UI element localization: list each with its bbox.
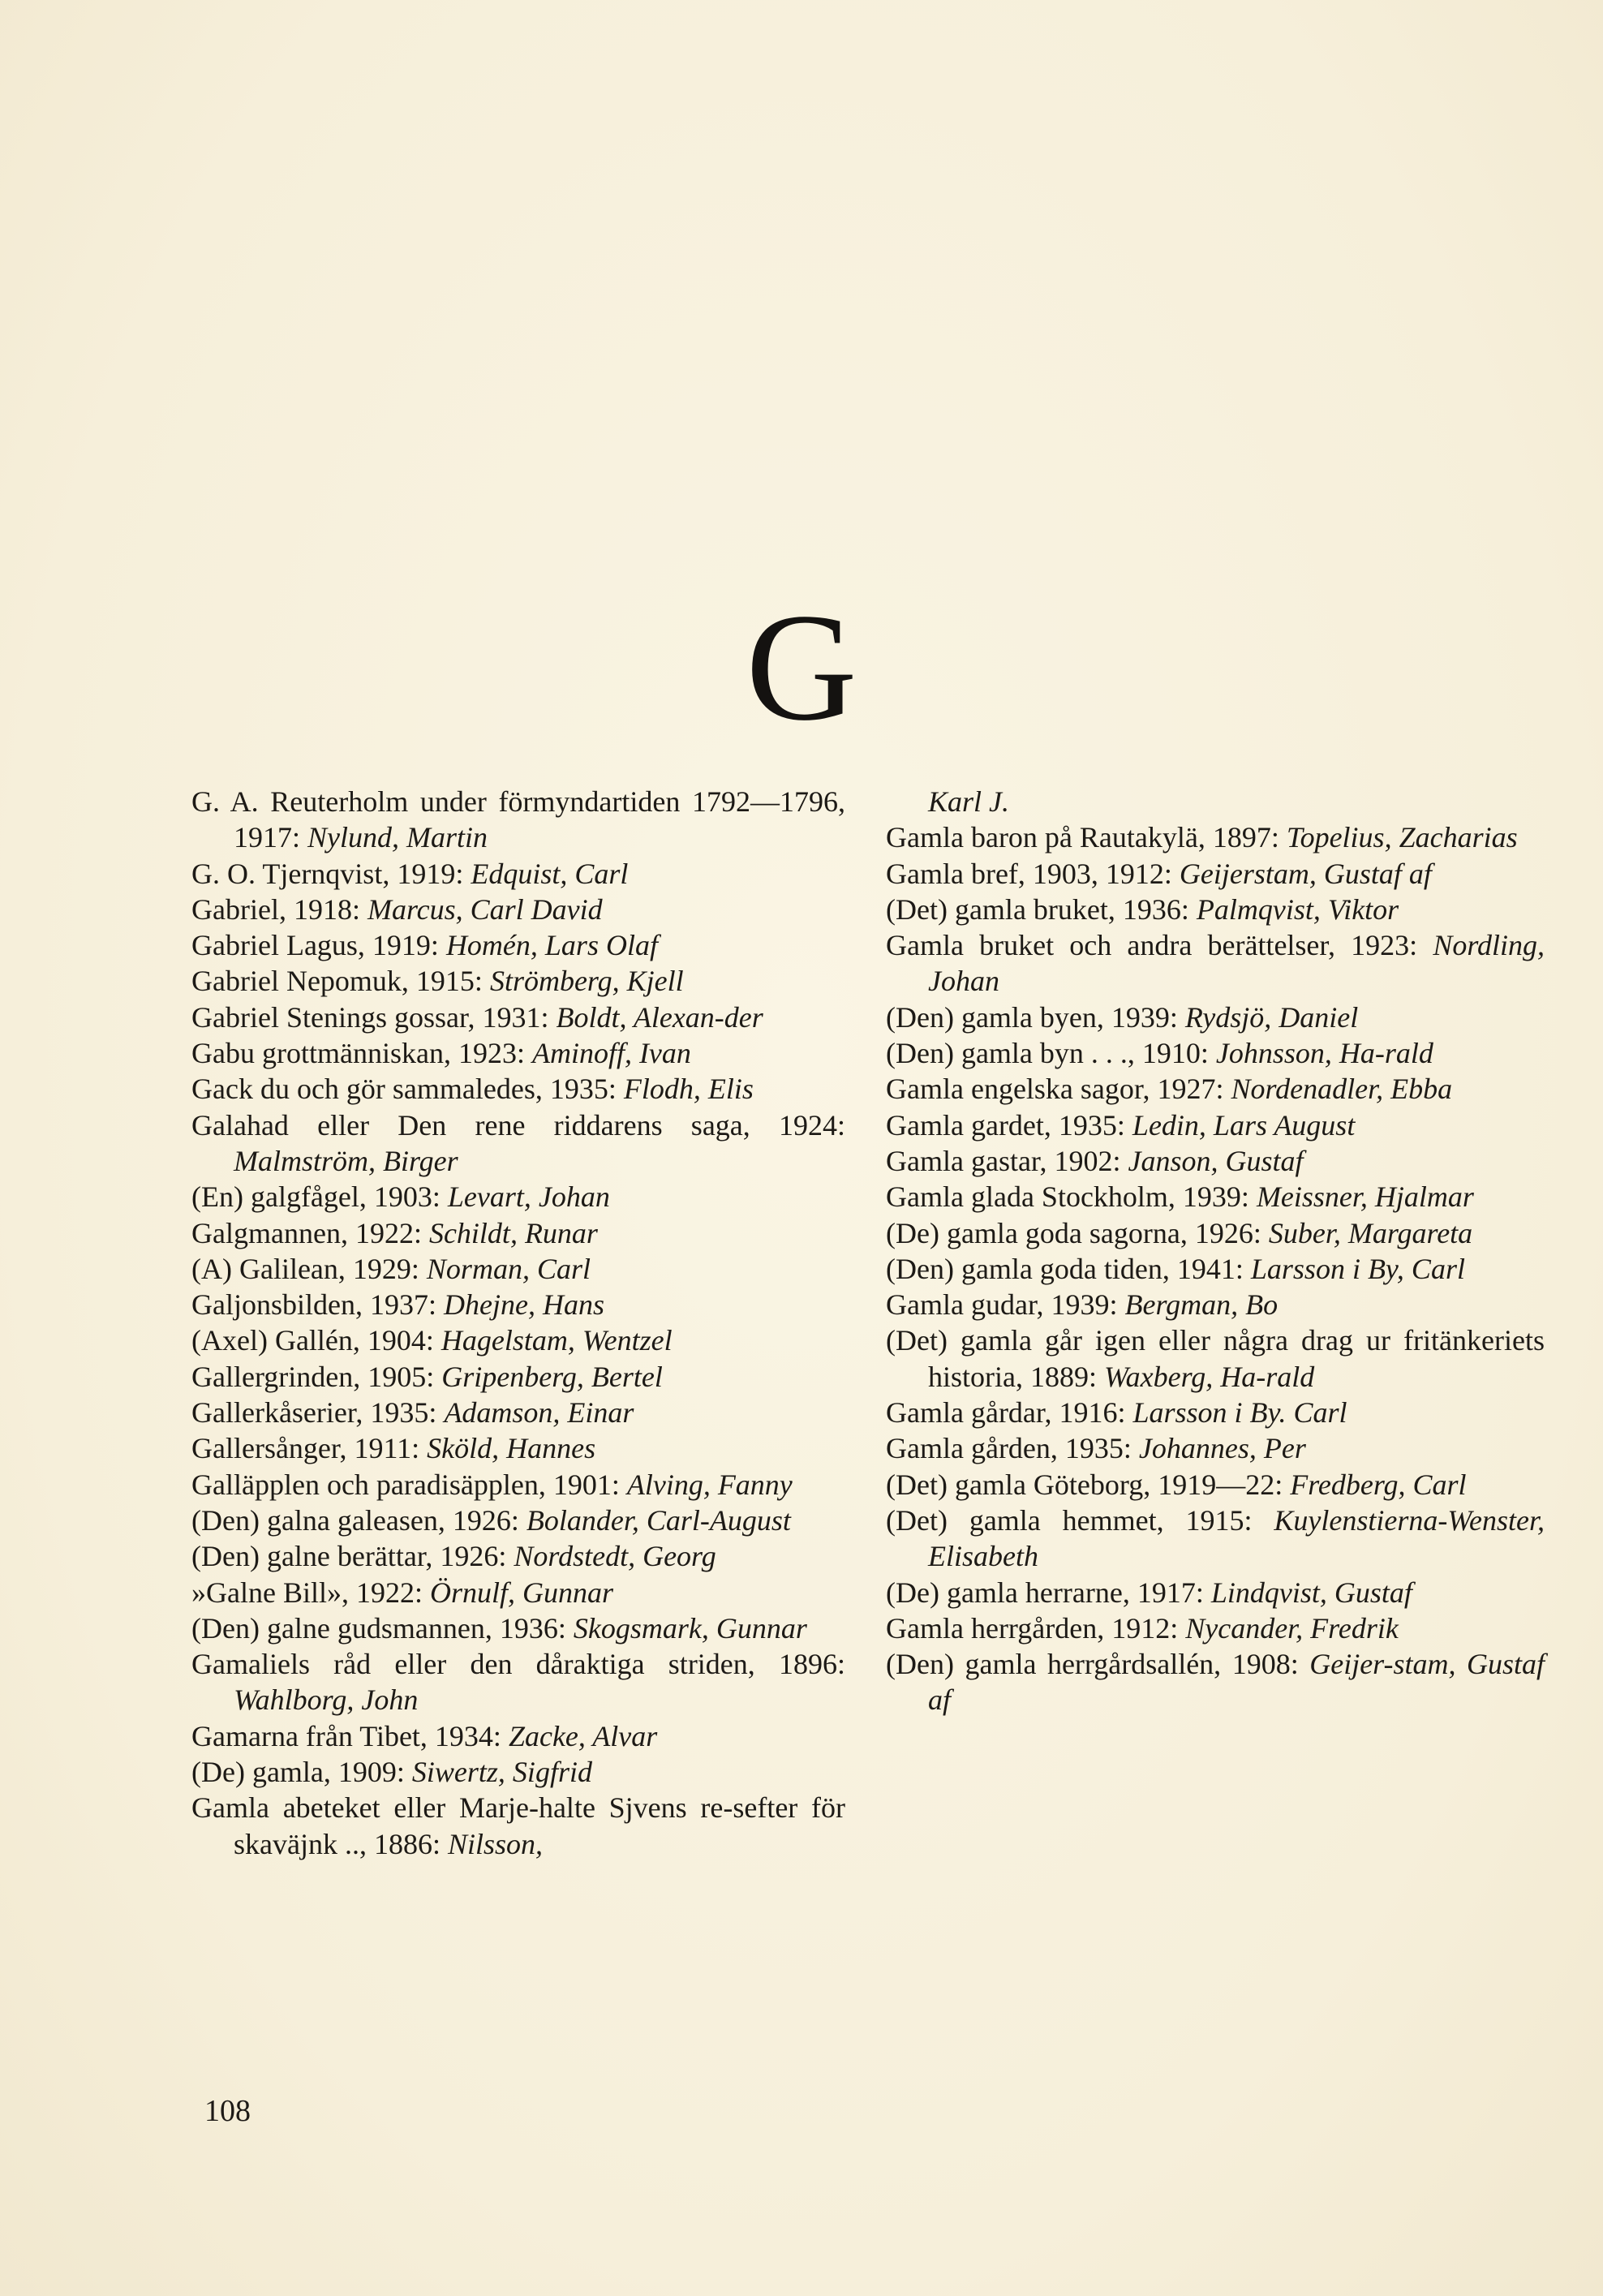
entry-author: Meissner, Hjalmar xyxy=(1256,1180,1474,1214)
entry-title: Gamla gårdar, 1916: xyxy=(886,1396,1126,1430)
index-entry xyxy=(886,819,1545,855)
index-entry xyxy=(886,1215,1545,1251)
entry-title: Galahad eller Den rene riddarens saga, 1924: xyxy=(191,1108,845,1142)
entry-author: Nylund, Martin xyxy=(307,821,488,854)
entry-title: Gabriel Nepomuk, 1915: xyxy=(191,965,483,998)
entry-title: Gallergrinden, 1905: xyxy=(191,1360,435,1393)
entry-author: Malmström, Birger xyxy=(234,1144,458,1177)
entry-author: Edquist, Carl xyxy=(471,857,629,890)
index-entry xyxy=(191,1646,845,1718)
entry-author: Ledin, Lars August xyxy=(1132,1108,1356,1142)
index-entry xyxy=(886,1395,1545,1430)
index-entry xyxy=(191,856,845,892)
entry-author: Kuylenstierna-Wenster, Elisabeth xyxy=(928,1503,1545,1573)
index-entry xyxy=(191,1718,845,1754)
index-entry xyxy=(886,1430,1545,1466)
entry-title: (Den) gamla byn . . ., 1910: xyxy=(886,1037,1209,1070)
index-entry xyxy=(191,1359,845,1395)
entry-title: (De) gamla goda sagorna, 1926: xyxy=(886,1216,1261,1249)
entry-title: Galjonsbilden, 1937: xyxy=(191,1288,436,1322)
entry-title: (Den) galne gudsmannen, 1936: xyxy=(191,1611,566,1645)
entry-author: Marcus, Carl David xyxy=(367,892,603,926)
index-entry xyxy=(886,856,1545,892)
entry-title: (De) gamla, 1909: xyxy=(191,1756,405,1789)
entry-author: Bergman, Bo xyxy=(1124,1288,1279,1322)
entry-author: Boldt, Alexan-der xyxy=(556,1000,763,1034)
entry-author: Wahlborg, John xyxy=(234,1683,419,1717)
entry-title: (Den) galna galeasen, 1926: xyxy=(191,1503,519,1537)
entry-author: Levart, Johan xyxy=(447,1180,610,1214)
entry-author: Norman, Carl xyxy=(426,1252,591,1285)
entry-author: Siwertz, Sigfrid xyxy=(411,1756,592,1789)
entry-title: (Den) galne berättar, 1926: xyxy=(191,1540,507,1573)
index-entry xyxy=(886,1467,1545,1503)
entry-author: Örnulf, Gunnar xyxy=(429,1576,614,1609)
index-entry xyxy=(191,1179,845,1215)
entry-author: Flodh, Elis xyxy=(623,1073,754,1106)
entry-title: Gallersånger, 1911: xyxy=(191,1432,420,1465)
entry-title: (A) Galilean, 1929: xyxy=(191,1252,419,1285)
page-number: 108 xyxy=(204,2094,251,2128)
index-entry xyxy=(191,1287,845,1322)
entry-title: (De) gamla herrarne, 1917: xyxy=(886,1576,1204,1609)
entry-author: Zacke, Alvar xyxy=(508,1719,658,1752)
entry-author: Johnsson, Ha-rald xyxy=(1215,1037,1433,1070)
index-entry xyxy=(886,1000,1545,1035)
index-entry xyxy=(191,1790,845,1862)
entry-author: Nordstedt, Georg xyxy=(514,1540,716,1573)
entry-title: Galgmannen, 1922: xyxy=(191,1216,422,1249)
entry-author: Johannes, Per xyxy=(1138,1432,1306,1465)
entry-title: Gamla gastar, 1902: xyxy=(886,1144,1121,1177)
right-column xyxy=(886,784,1545,1718)
entry-title: Gamla gården, 1935: xyxy=(886,1432,1132,1465)
index-entry xyxy=(191,1754,845,1790)
index-entry xyxy=(191,1610,845,1646)
entry-author: Topelius, Zacharias xyxy=(1286,821,1518,854)
index-entry xyxy=(191,1430,845,1466)
entry-title: »Galne Bill», 1922: xyxy=(191,1576,423,1609)
entry-author: Schildt, Runar xyxy=(428,1216,598,1249)
entry-author: Janson, Gustaf xyxy=(1128,1144,1304,1177)
entry-author: Geijerstam, Gustaf af xyxy=(1179,857,1432,890)
entry-author: Larsson i By, Carl xyxy=(1250,1252,1465,1285)
left-column xyxy=(191,784,845,1862)
index-entry xyxy=(191,927,845,963)
index-entry xyxy=(191,1538,845,1574)
entry-title: Gamla glada Stockholm, 1939: xyxy=(886,1180,1249,1214)
entry-author: Adamson, Einar xyxy=(444,1396,634,1430)
entry-title: (Det) gamla Göteborg, 1919—22: xyxy=(886,1468,1283,1501)
entry-title: (Den) gamla byen, 1939: xyxy=(886,1000,1178,1034)
entry-title: (Det) gamla hemmet, 1915: xyxy=(886,1503,1253,1537)
entry-author: Bolander, Carl-August xyxy=(526,1503,791,1537)
section-letter: G xyxy=(746,583,857,753)
entry-author: Fredberg, Carl xyxy=(1290,1468,1467,1501)
entry-title: (En) galgfågel, 1903: xyxy=(191,1180,441,1214)
entry-author: Nordenadler, Ebba xyxy=(1231,1073,1453,1106)
entry-title: (Det) gamla går igen eller några drag ur fritänkeriets historia, 1889: xyxy=(886,1324,1545,1393)
entry-author: Larsson i By. Carl xyxy=(1132,1396,1347,1430)
entry-title: Gamla gudar, 1939: xyxy=(886,1288,1118,1322)
index-entry xyxy=(886,892,1545,927)
index-entry xyxy=(191,1251,845,1287)
entry-title: (Den) gamla goda tiden, 1941: xyxy=(886,1252,1244,1285)
entry-title: Gamla bref, 1903, 1912: xyxy=(886,857,1172,890)
entry-title: (Det) gamla bruket, 1936: xyxy=(886,892,1189,926)
index-entry xyxy=(191,1575,845,1610)
index-entry xyxy=(191,1000,845,1035)
entry-author: Nordling, Johan xyxy=(928,929,1545,998)
index-entry xyxy=(191,1107,845,1180)
index-entry xyxy=(886,1287,1545,1322)
entry-title: Gamla gardet, 1935: xyxy=(886,1108,1125,1142)
index-entry xyxy=(191,1503,845,1538)
index-entry xyxy=(886,927,1545,1000)
index-entry xyxy=(886,1322,1545,1395)
entry-title: G. A. Reuterholm under förmyndartiden 1792—1796, 1917: xyxy=(191,785,845,854)
entry-title: Gamaliels råd eller den dåraktiga striden, 1896: xyxy=(191,1648,845,1681)
index-entry xyxy=(191,1071,845,1107)
index-entry xyxy=(191,1395,845,1430)
index-entry xyxy=(191,892,845,927)
entry-title: Gamla baron på Rautakylä, 1897: xyxy=(886,821,1279,854)
entry-author: Nycander, Fredrik xyxy=(1185,1611,1399,1645)
index-entry xyxy=(191,1467,845,1503)
entry-author: Dhejne, Hans xyxy=(443,1288,604,1322)
entry-author: Geijer-stam, Gustaf af xyxy=(928,1648,1545,1717)
entry-author: Waxberg, Ha-rald xyxy=(1103,1360,1315,1393)
index-entry xyxy=(886,1143,1545,1179)
entry-title: (Axel) Gallén, 1904: xyxy=(191,1324,434,1357)
index-entry xyxy=(191,1035,845,1071)
entry-author: Gripenberg, Bertel xyxy=(441,1360,663,1393)
index-entry xyxy=(191,1215,845,1251)
index-entry xyxy=(886,1035,1545,1071)
entry-author: Suber, Margareta xyxy=(1268,1216,1473,1249)
index-entry xyxy=(191,963,845,999)
continued-author: Karl J. xyxy=(928,785,1010,818)
entry-author: Palmqvist, Viktor xyxy=(1196,892,1399,926)
entry-title: Gamla bruket och andra berättelser, 1923: xyxy=(886,929,1418,962)
entry-title: Gamarna från Tibet, 1934: xyxy=(191,1719,501,1752)
entry-author: Strömberg, Kjell xyxy=(489,965,684,998)
index-entry xyxy=(886,1503,1545,1575)
entry-author: Homén, Lars Olaf xyxy=(445,929,658,962)
entry-title: Gabriel, 1918: xyxy=(191,892,360,926)
entry-author: Aminoff, Ivan xyxy=(531,1037,691,1070)
entry-author: Skogsmark, Gunnar xyxy=(573,1611,807,1645)
index-entry xyxy=(886,1251,1545,1287)
entry-author: Alving, Fanny xyxy=(626,1468,793,1501)
entry-title: Gamla engelska sagor, 1927: xyxy=(886,1073,1224,1106)
index-entry xyxy=(886,1071,1545,1107)
index-entry xyxy=(886,1179,1545,1215)
index-entry xyxy=(886,1646,1545,1718)
entry-author: Rydsjö, Daniel xyxy=(1184,1000,1359,1034)
index-entry xyxy=(886,1107,1545,1143)
entry-title: Gamla herrgården, 1912: xyxy=(886,1611,1179,1645)
entry-title: Gamla abeteket eller Marje-halte Sjvens re-sefter för skaväjnk .., 1886: xyxy=(191,1791,845,1860)
entry-title: (Den) gamla herrgårdsallén, 1908: xyxy=(886,1648,1299,1681)
entry-title: Gallerkåserier, 1935: xyxy=(191,1396,437,1430)
entry-author: Nilsson, xyxy=(447,1827,544,1860)
entry-title: Gabriel Lagus, 1919: xyxy=(191,929,439,962)
entry-author: Sköld, Hannes xyxy=(427,1432,596,1465)
entry-author: Hagelstam, Wentzel xyxy=(441,1324,673,1357)
index-entry xyxy=(886,1575,1545,1610)
index-entry xyxy=(191,784,845,856)
entry-title: Gack du och gör sammaledes, 1935: xyxy=(191,1073,617,1106)
entry-title: Gabu grottmänniskan, 1923: xyxy=(191,1037,525,1070)
index-entry xyxy=(191,1322,845,1358)
index-entry xyxy=(886,1610,1545,1646)
entry-title: G. O. Tjernqvist, 1919: xyxy=(191,857,464,890)
entry-title: Gabriel Stenings gossar, 1931: xyxy=(191,1000,549,1034)
entry-title: Galläpplen och paradisäpplen, 1901: xyxy=(191,1468,620,1501)
entry-author: Lindqvist, Gustaf xyxy=(1210,1576,1412,1609)
